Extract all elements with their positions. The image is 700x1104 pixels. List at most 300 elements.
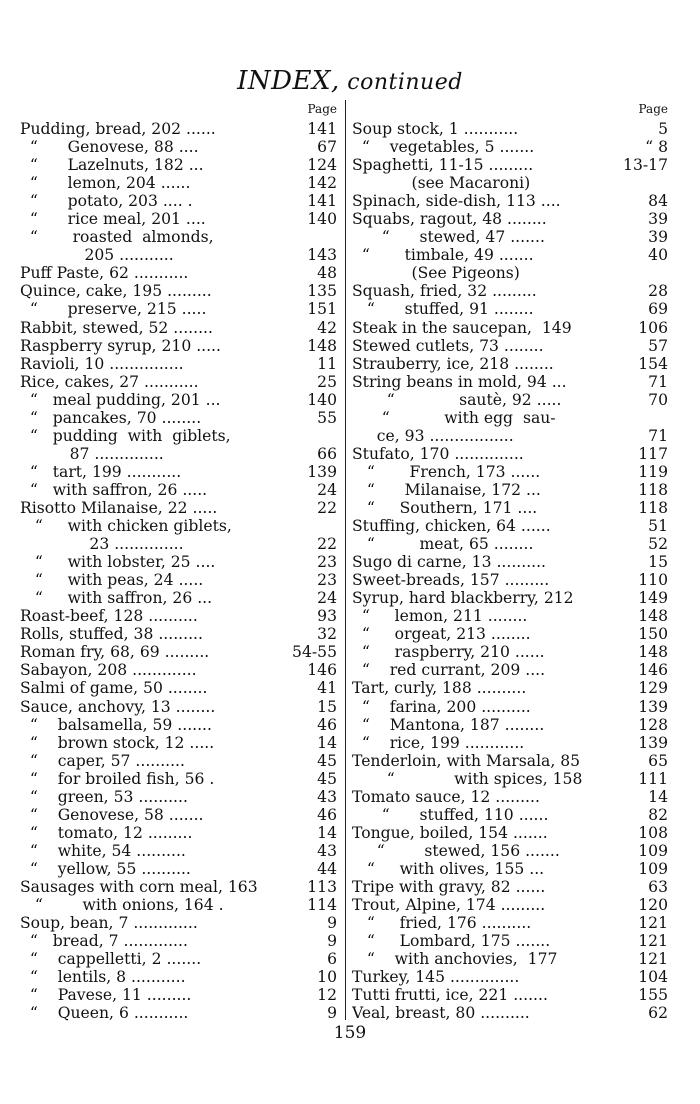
index-entry xyxy=(352,698,668,716)
entry-text: Syrup, hard blackberry, 212 xyxy=(352,589,574,608)
entry-text: “ meat, 65 ........ xyxy=(352,535,534,554)
entry-text: Steak in the saucepan, 149 xyxy=(352,318,572,337)
entry-text: 23 .............. xyxy=(20,535,184,554)
entry-text: Sabayon, 208 ............. xyxy=(20,661,197,680)
entry-text: “ Mantona, 187 ........ xyxy=(352,715,545,734)
index-entry xyxy=(20,391,337,409)
entry-page: 139 xyxy=(307,462,337,481)
index-entry xyxy=(352,950,668,968)
entry-page: 148 xyxy=(307,336,337,355)
entry-text: Veal, breast, 80 .......... xyxy=(352,1004,530,1023)
index-entry xyxy=(352,914,668,932)
index-entry xyxy=(20,878,337,896)
entry-text: Tart, curly, 188 .......... xyxy=(352,679,527,698)
entry-text: “ white, 54 .......... xyxy=(20,841,186,860)
entry-text: “ rice meal, 201 .... xyxy=(20,210,206,229)
entry-text: Rabbit, stewed, 52 ........ xyxy=(20,318,213,337)
entry-text: “ red currant, 209 .... xyxy=(352,661,546,680)
entry-page: 39 xyxy=(648,228,668,247)
entry-text: Trout, Alpine, 174 ......... xyxy=(352,896,546,915)
entry-text: Stuffing, chicken, 64 ...... xyxy=(352,517,551,536)
entry-page: 82 xyxy=(648,805,668,824)
index-entry xyxy=(352,734,668,752)
entry-page: 121 xyxy=(638,932,668,951)
index-entry xyxy=(20,463,337,481)
index-entry xyxy=(20,282,337,300)
index-entry xyxy=(20,734,337,752)
index-entry xyxy=(20,643,337,661)
entry-text: “ timbale, 49 ....... xyxy=(352,246,534,265)
entry-text: Sweet-breads, 157 ......... xyxy=(352,571,550,590)
index-entry xyxy=(352,860,668,878)
entry-page: 44 xyxy=(317,859,337,878)
entry-page: 124 xyxy=(307,156,337,175)
index-entry xyxy=(20,264,337,282)
entry-page: 46 xyxy=(317,715,337,734)
entry-text: “ with lobster, 25 .... xyxy=(20,553,216,572)
entry-text: Quince, cake, 195 ......... xyxy=(20,282,212,301)
index-entry xyxy=(20,968,337,986)
entry-page: 39 xyxy=(648,210,668,229)
index-entry xyxy=(20,607,337,625)
index-entry xyxy=(20,589,337,607)
entry-text: “ with spices, 158 xyxy=(352,769,583,788)
entry-text: “ Pavese, 11 ......... xyxy=(20,986,192,1005)
index-entry xyxy=(20,445,337,463)
index-entry xyxy=(20,535,337,553)
entry-page: 114 xyxy=(307,896,337,915)
index-entry xyxy=(352,228,668,246)
index-entry xyxy=(20,860,337,878)
entry-page: 148 xyxy=(638,643,668,662)
entry-page: 14 xyxy=(317,823,337,842)
column-divider xyxy=(345,100,346,1020)
entry-page: 54-55 xyxy=(292,643,337,662)
entry-page: 109 xyxy=(638,841,668,860)
entry-text: String beans in mold, 94 ... xyxy=(352,372,567,391)
entry-page: 146 xyxy=(638,661,668,680)
index-entry xyxy=(20,806,337,824)
page-column-header: Page xyxy=(638,102,668,116)
entry-text: “ lemon, 204 ...... xyxy=(20,174,191,193)
index-entry xyxy=(352,409,668,427)
entry-page: “ 8 xyxy=(645,138,668,157)
entry-text: Roman fry, 68, 69 ......... xyxy=(20,643,210,662)
index-entry xyxy=(352,896,668,914)
entry-page: 151 xyxy=(307,300,337,319)
entry-page: 45 xyxy=(317,769,337,788)
entry-text: “ balsamella, 59 ....... xyxy=(20,715,212,734)
entry-page: 154 xyxy=(638,354,668,373)
entry-page: 41 xyxy=(317,679,337,698)
index-entry xyxy=(20,932,337,950)
index-entry xyxy=(352,968,668,986)
entry-text: Tripe with gravy, 82 ...... xyxy=(352,877,546,896)
index-entry xyxy=(352,300,668,318)
entry-text: “ French, 173 ...... xyxy=(352,462,541,481)
entry-text: Roast-beef, 128 .......... xyxy=(20,607,198,626)
entry-page: 13-17 xyxy=(623,156,668,175)
entry-page: 93 xyxy=(317,607,337,626)
index-entry xyxy=(20,120,337,138)
index-entry xyxy=(352,445,668,463)
entry-page: 40 xyxy=(648,246,668,265)
index-entry xyxy=(352,192,668,210)
entry-page: 111 xyxy=(638,769,668,788)
entry-text: Spinach, side-dish, 113 .... xyxy=(352,192,561,211)
entry-text: Stufato, 170 .............. xyxy=(352,444,524,463)
entry-page: 141 xyxy=(307,192,337,211)
index-entry xyxy=(20,300,337,318)
entry-page: 12 xyxy=(317,986,337,1005)
index-entry xyxy=(20,210,337,228)
entry-text: Risotto Milanaise, 22 ..... xyxy=(20,498,218,517)
entry-page: 121 xyxy=(638,914,668,933)
entry-text: “ sautè, 92 ..... xyxy=(352,390,562,409)
index-entry xyxy=(20,571,337,589)
entry-text: “ Lazelnuts, 182 ... xyxy=(20,156,204,175)
entry-page: 43 xyxy=(317,787,337,806)
index-entry xyxy=(352,517,668,535)
index-entry xyxy=(352,643,668,661)
index-entry xyxy=(20,156,337,174)
index-entry xyxy=(20,228,337,246)
index-entry xyxy=(20,625,337,643)
index-entry xyxy=(352,553,668,571)
entry-text: “ with olives, 155 ... xyxy=(352,859,545,878)
entry-text: “ vegetables, 5 ....... xyxy=(352,138,535,157)
index-entry xyxy=(352,373,668,391)
entry-page: 25 xyxy=(317,372,337,391)
entry-text: Tomato sauce, 12 ......... xyxy=(352,787,540,806)
entry-text: Spaghetti, 11-15 ......... xyxy=(352,156,534,175)
entry-text: Salmi of game, 50 ........ xyxy=(20,679,208,698)
index-entry xyxy=(352,210,668,228)
index-entry xyxy=(352,752,668,770)
entry-text: “ yellow, 55 .......... xyxy=(20,859,191,878)
entry-page: 46 xyxy=(317,805,337,824)
entry-text: “ meal pudding, 201 ... xyxy=(20,390,221,409)
entry-text: “ stewed, 47 ....... xyxy=(352,228,545,247)
entry-page: 5 xyxy=(658,120,668,138)
index-entry xyxy=(352,1004,668,1022)
entry-text: “ with anchovies, 177 xyxy=(352,950,558,969)
entry-page: 139 xyxy=(638,733,668,752)
entry-page: 128 xyxy=(638,715,668,734)
entry-text: Sauce, anchovy, 13 ........ xyxy=(20,697,216,716)
entry-page: 51 xyxy=(648,517,668,536)
entry-text: “ green, 53 .......... xyxy=(20,787,188,806)
entry-text: “ fried, 176 .......... xyxy=(352,914,532,933)
entry-text: “ orgeat, 213 ........ xyxy=(352,625,531,644)
index-entry xyxy=(20,896,337,914)
index-entry xyxy=(352,806,668,824)
entry-page: 69 xyxy=(648,300,668,319)
index-entry xyxy=(352,174,668,192)
entry-page: 67 xyxy=(317,138,337,157)
index-entry xyxy=(352,319,668,337)
entry-page: 23 xyxy=(317,571,337,590)
entry-page: 146 xyxy=(307,661,337,680)
entry-text: Tongue, boiled, 154 ....... xyxy=(352,823,548,842)
index-entry xyxy=(20,770,337,788)
entry-page: 10 xyxy=(317,968,337,987)
entry-text: Stewed cutlets, 73 ........ xyxy=(352,336,544,355)
index-entry xyxy=(352,463,668,481)
entry-page: 104 xyxy=(638,968,668,987)
entry-page: 22 xyxy=(317,498,337,517)
entry-text: Tenderloin, with Marsala, 85 xyxy=(352,751,581,770)
entry-page: 142 xyxy=(307,174,337,193)
entry-text: “ roasted almonds, xyxy=(20,228,214,247)
entry-page: 71 xyxy=(648,372,668,391)
index-entry xyxy=(20,824,337,842)
entry-page: 14 xyxy=(648,787,668,806)
index-entry xyxy=(20,174,337,192)
entry-page: 63 xyxy=(648,877,668,896)
entry-text: “ pancakes, 70 ........ xyxy=(20,408,202,427)
entry-page: 14 xyxy=(317,733,337,752)
index-entry xyxy=(20,950,337,968)
index-entry xyxy=(20,138,337,156)
index-entry xyxy=(20,481,337,499)
index-entry xyxy=(352,661,668,679)
index-entry xyxy=(20,752,337,770)
entry-page: 113 xyxy=(307,877,337,896)
entry-text: “ Lombard, 175 ....... xyxy=(352,932,551,951)
entry-text: ce, 93 ................. xyxy=(352,426,514,445)
index-entry xyxy=(20,716,337,734)
entry-page: 109 xyxy=(638,859,668,878)
entry-page: 9 xyxy=(327,1004,337,1023)
entry-text: “ tomato, 12 ......... xyxy=(20,823,193,842)
entry-page: 32 xyxy=(317,625,337,644)
entry-text: “ Genovese, 58 ....... xyxy=(20,805,204,824)
entry-page: 148 xyxy=(638,607,668,626)
entry-text: Strauberry, ice, 218 ........ xyxy=(352,354,554,373)
entry-page: 143 xyxy=(307,246,337,265)
index-entry xyxy=(20,373,337,391)
entry-text: 205 ........... xyxy=(20,246,174,265)
entry-text: “ with peas, 24 ..... xyxy=(20,571,204,590)
index-entry xyxy=(352,716,668,734)
entry-page: 24 xyxy=(317,480,337,499)
index-entry xyxy=(20,192,337,210)
entry-page: 135 xyxy=(307,282,337,301)
index-entry xyxy=(20,1004,337,1022)
entry-text: “ rice, 199 ............ xyxy=(352,733,525,752)
index-entry xyxy=(352,679,668,697)
index-entry xyxy=(352,337,668,355)
entry-page: 155 xyxy=(638,986,668,1005)
index-entry xyxy=(352,878,668,896)
index-entry xyxy=(352,246,668,264)
index-entry xyxy=(352,607,668,625)
entry-page: 65 xyxy=(648,751,668,770)
entry-text: “ raspberry, 210 ...... xyxy=(352,643,545,662)
entry-page: 150 xyxy=(638,625,668,644)
entry-text: Tutti frutti, ice, 221 ....... xyxy=(352,986,548,1005)
entry-text: Soup stock, 1 ........... xyxy=(352,120,519,138)
entry-text: 87 .............. xyxy=(20,444,164,463)
entry-text: “ with chicken giblets, xyxy=(20,517,232,536)
index-column-right xyxy=(352,102,668,1022)
entry-page: 28 xyxy=(648,282,668,301)
entry-page: 71 xyxy=(648,426,668,445)
entry-page: 57 xyxy=(648,336,668,355)
entry-text: Squash, fried, 32 ......... xyxy=(352,282,537,301)
entry-text: “ stewed, 156 ....... xyxy=(352,841,560,860)
entry-page: 42 xyxy=(317,318,337,337)
entry-page: 66 xyxy=(317,444,337,463)
index-entry xyxy=(352,427,668,445)
entry-page: 9 xyxy=(327,932,337,951)
entry-text: Ravioli, 10 ............... xyxy=(20,354,184,373)
index-entry xyxy=(20,499,337,517)
index-entry xyxy=(20,319,337,337)
entry-page: 15 xyxy=(317,697,337,716)
entry-text: “ bread, 7 ............. xyxy=(20,932,188,951)
entry-text: “ for broiled fish, 56 . xyxy=(20,769,215,788)
entry-page: 15 xyxy=(648,553,668,572)
index-entry xyxy=(20,355,337,373)
index-entry xyxy=(20,661,337,679)
entry-text: (see Macaroni) xyxy=(352,174,531,193)
entry-text: Turkey, 145 .............. xyxy=(352,968,520,987)
entry-text: Squabs, ragout, 48 ........ xyxy=(352,210,547,229)
entry-page: 149 xyxy=(638,589,668,608)
index-entry xyxy=(20,517,337,535)
index-entry xyxy=(352,788,668,806)
entry-page: 22 xyxy=(317,535,337,554)
page-column-header: Page xyxy=(307,102,337,116)
entry-text: “ with saffron, 26 ..... xyxy=(20,480,208,499)
entry-text: Sausages with corn meal, 163 xyxy=(20,877,258,896)
index-entry xyxy=(352,481,668,499)
index-entry xyxy=(20,553,337,571)
entry-text: “ lemon, 211 ........ xyxy=(352,607,528,626)
index-entry xyxy=(20,914,337,932)
index-entry xyxy=(352,391,668,409)
entry-text: (See Pigeons) xyxy=(352,264,520,283)
page-number: 159 xyxy=(333,1023,367,1043)
entry-text: “ Genovese, 88 .... xyxy=(20,138,199,157)
entry-text: “ pudding with giblets, xyxy=(20,426,231,445)
entry-page: 70 xyxy=(648,390,668,409)
entry-text: Raspberry syrup, 210 ..... xyxy=(20,336,221,355)
entry-text: Rolls, stuffed, 38 ......... xyxy=(20,625,203,644)
entry-page: 118 xyxy=(638,480,668,499)
entry-text: “ farina, 200 .......... xyxy=(352,697,531,716)
entry-page: 23 xyxy=(317,553,337,572)
entry-page: 45 xyxy=(317,751,337,770)
index-entry xyxy=(352,355,668,373)
index-entry xyxy=(20,427,337,445)
index-entry xyxy=(352,571,668,589)
entry-page: 9 xyxy=(327,914,337,933)
entry-text: Sugo di carne, 13 .......... xyxy=(352,553,547,572)
entry-text: “ Queen, 6 ........... xyxy=(20,1004,189,1023)
page-title xyxy=(0,66,700,96)
index-entry xyxy=(20,842,337,860)
title-main: INDEX, xyxy=(237,66,340,96)
index-entry xyxy=(20,337,337,355)
entry-text: “ with onions, 164 . xyxy=(20,896,224,915)
entry-page: 108 xyxy=(638,823,668,842)
index-entry xyxy=(352,156,668,174)
index-entry xyxy=(352,535,668,553)
title-sub: continued xyxy=(339,70,463,95)
index-entry xyxy=(352,625,668,643)
entry-page: 24 xyxy=(317,589,337,608)
index-entry xyxy=(20,986,337,1004)
index-entry xyxy=(20,698,337,716)
entry-text: “ with saffron, 26 ... xyxy=(20,589,213,608)
entry-page: 140 xyxy=(307,390,337,409)
entry-page: 140 xyxy=(307,210,337,229)
entry-text: “ caper, 57 .......... xyxy=(20,751,185,770)
entry-page: 43 xyxy=(317,841,337,860)
entry-text: Soup, bean, 7 ............. xyxy=(20,914,198,933)
index-entry xyxy=(20,679,337,697)
entry-page: 11 xyxy=(317,354,337,373)
entry-page: 118 xyxy=(638,498,668,517)
entry-text: Rice, cakes, 27 ........... xyxy=(20,372,199,391)
index-entry xyxy=(20,409,337,427)
index-entry xyxy=(352,282,668,300)
entry-page: 84 xyxy=(648,192,668,211)
index-entry xyxy=(20,246,337,264)
entry-text: “ with egg sau- xyxy=(352,408,556,427)
entry-page: 117 xyxy=(638,444,668,463)
entry-text: “ potato, 203 .... . xyxy=(20,192,193,211)
entry-text: “ preserve, 215 ..... xyxy=(20,300,207,319)
index-column-left xyxy=(20,102,337,1022)
entry-text: “ stuffed, 110 ...... xyxy=(352,805,549,824)
entry-page: 141 xyxy=(307,120,337,138)
index-entry xyxy=(352,770,668,788)
entry-page: 6 xyxy=(327,950,337,969)
index-entry xyxy=(352,986,668,1004)
entry-page: 52 xyxy=(648,535,668,554)
entry-page: 120 xyxy=(638,896,668,915)
index-entry xyxy=(352,824,668,842)
index-entry xyxy=(352,589,668,607)
entry-page: 110 xyxy=(638,571,668,590)
entry-text: “ cappelletti, 2 ....... xyxy=(20,950,202,969)
entry-text: “ Milanaise, 172 ... xyxy=(352,480,541,499)
index-entry xyxy=(352,932,668,950)
entry-text: “ brown stock, 12 ..... xyxy=(20,733,215,752)
entry-page: 139 xyxy=(638,697,668,716)
entry-page: 121 xyxy=(638,950,668,969)
entry-text: “ stuffed, 91 ........ xyxy=(352,300,534,319)
entry-text: “ tart, 199 ........... xyxy=(20,462,182,481)
index-entry xyxy=(20,788,337,806)
index-entry xyxy=(352,499,668,517)
entry-page: 55 xyxy=(317,408,337,427)
index-entry xyxy=(352,138,668,156)
entry-page: 119 xyxy=(638,462,668,481)
index-entry xyxy=(352,264,668,282)
entry-text: “ Southern, 171 .... xyxy=(352,498,538,517)
index-entry xyxy=(352,842,668,860)
entry-page: 62 xyxy=(648,1004,668,1023)
entry-text: Pudding, bread, 202 ...... xyxy=(20,120,216,138)
entry-page: 106 xyxy=(638,318,668,337)
entry-text: “ lentils, 8 ........... xyxy=(20,968,186,987)
entry-page: 48 xyxy=(317,264,337,283)
